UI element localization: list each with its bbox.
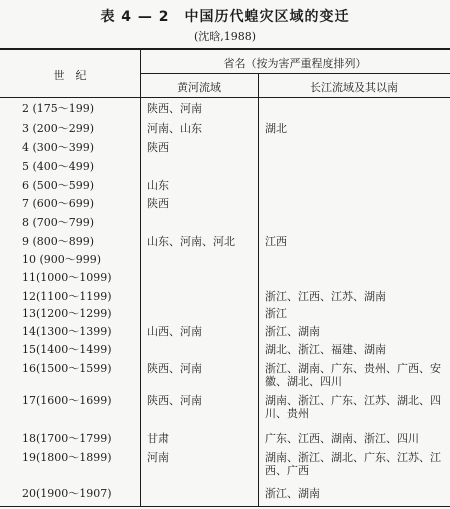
header-bottom-rule [0,97,450,98]
table-title: 表 4 — 2 中国历代蝗灾区域的变迁 [100,9,350,25]
yangtze-cell: 湖南、浙江、湖北、广东、江苏、江西、广西 [265,451,441,477]
century-cell: 3 (200～299) [22,122,95,135]
yellow-river-cell: 河南、山东 [147,122,202,135]
century-cell: 2 (175～199) [22,102,95,115]
century-cell: 19(1800～1899) [22,451,112,464]
century-cell: 10 (900～999) [22,253,102,266]
yangtze-cell: 浙江、湖南、广东、贵州、广西、安徽、湖北、四川 [265,362,441,388]
divider-basins [258,74,259,506]
yellow-river-cell: 山西、河南 [147,325,202,338]
header-century: 世 纪 [53,69,87,82]
century-cell: 9 (800～899) [22,235,95,248]
yellow-river-cell: 山东、河南、河北 [147,235,235,248]
century-cell: 17(1600～1699) [22,394,112,407]
yellow-river-cell: 陕西、河南 [147,394,202,407]
divider-century [140,49,141,506]
yangtze-cell: 广东、江西、湖南、浙江、四川 [265,432,419,445]
header-yangtze: 长江流域及其以南 [310,81,398,94]
century-cell: 20(1900～1907) [22,487,112,500]
yellow-river-cell: 陕西、河南 [147,102,202,115]
yellow-river-cell: 河南 [147,451,169,464]
yellow-river-cell: 山东 [147,179,169,192]
bottom-rule [0,506,450,507]
yangtze-cell: 湖北 [265,122,287,135]
top-rule [0,48,450,50]
century-cell: 18(1700～1799) [22,432,112,445]
yellow-river-cell: 陕西 [147,141,169,154]
yangtze-cell: 浙江、江西、江苏、湖南 [265,290,386,303]
century-cell: 7 (600～699) [22,197,95,210]
yellow-river-cell: 陕西 [147,197,169,210]
century-cell: 4 (300～399) [22,141,95,154]
yangtze-cell: 浙江、湖南 [265,487,320,500]
yangtze-cell: 浙江 [265,307,287,320]
yangtze-cell: 湖南、浙江、广东、江苏、湖北、四川、贵州 [265,394,441,420]
yellow-river-cell: 陕西、河南 [147,362,202,375]
yangtze-cell: 湖北、浙江、福建、湖南 [265,343,386,356]
century-cell: 14(1300～1399) [22,325,112,338]
century-cell: 12(1100～1199) [22,290,112,303]
header-yellow-river: 黄河流域 [177,81,221,94]
century-cell: 15(1400～1499) [22,343,112,356]
yangtze-cell: 浙江、湖南 [265,325,320,338]
header-province-group: 省名（按为害严重程度排列） [223,57,367,70]
century-cell: 6 (500～599) [22,179,95,192]
header-sub-rule [140,73,450,74]
century-cell: 5 (400～499) [22,160,95,173]
yellow-river-cell: 甘肃 [147,432,169,445]
century-cell: 16(1500～1599) [22,362,112,375]
yangtze-cell: 江西 [265,235,287,248]
century-cell: 8 (700～799) [22,216,95,229]
century-cell: 11(1000～1099) [22,271,112,284]
century-cell: 13(1200～1299) [22,307,112,320]
table-source: (沈晗,1988) [193,30,257,43]
